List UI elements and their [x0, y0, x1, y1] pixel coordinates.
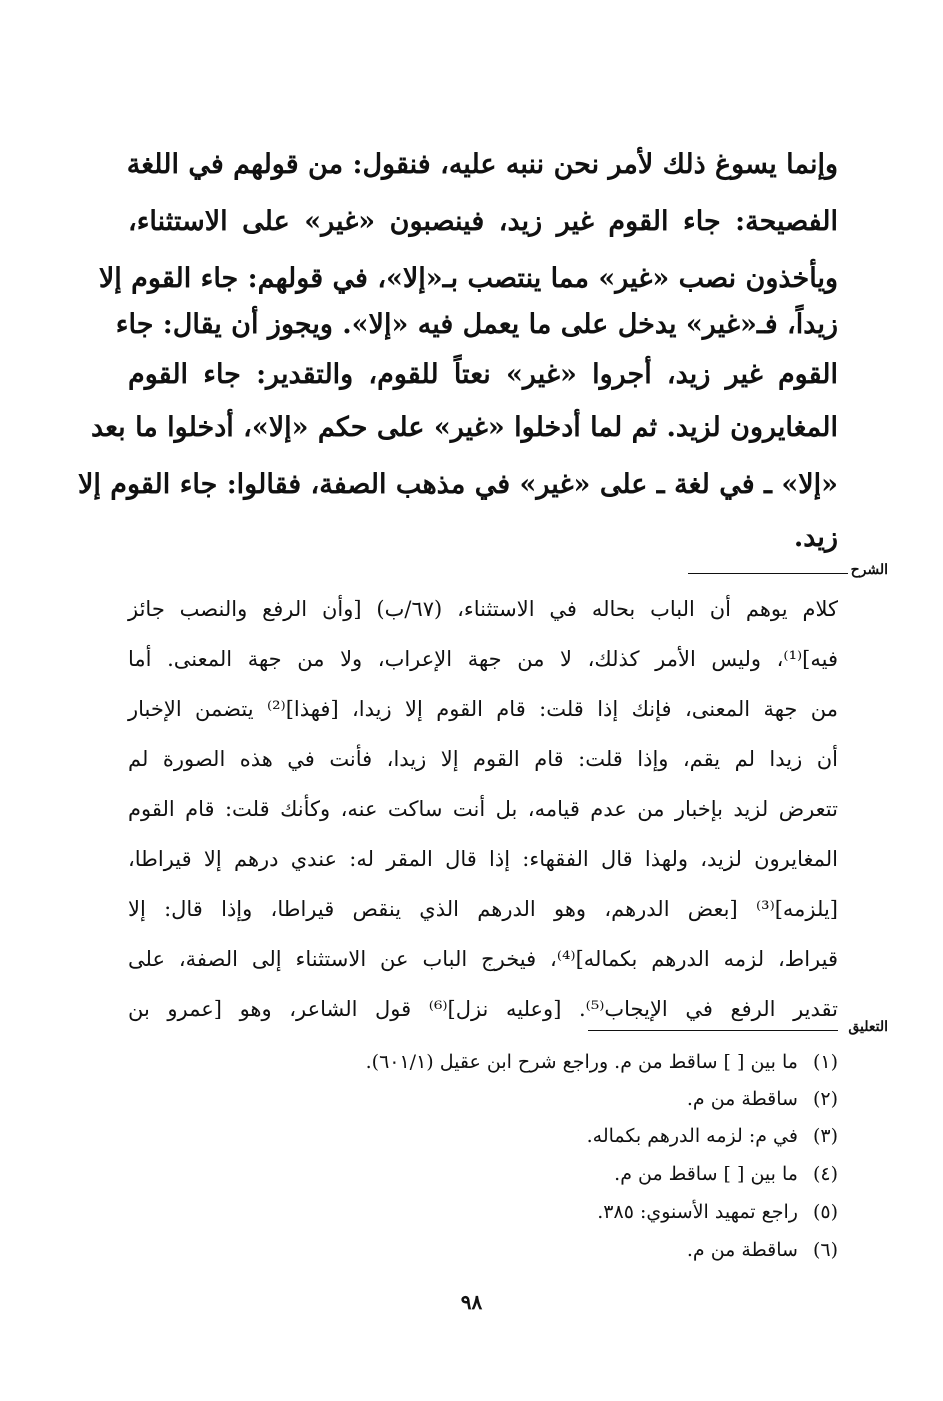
footnote-text: ساقطة من م. [686, 1239, 798, 1261]
sharh-text-line: فيه]⁽¹⁾، وليس الأمر كذلك، لا من جهة الإعراب، ولا من جهة المعنى. أما [128, 647, 838, 671]
footnote-text: ما بين [ ] ساقط من م. [614, 1163, 798, 1185]
notes-label: التعليق [848, 1019, 888, 1035]
sharh-text-line: [يلزمه]⁽³⁾ [بعض الدرهم، وهو الدرهم الذي ينقص قيراطا، وإذا قال: إلا [128, 897, 838, 921]
notes-divider [588, 1030, 838, 1031]
main-text-line: «إلا» ـ في لغة ـ على «غير» في مذهب الصفة، فقالوا: جاء القوم إلا [77, 469, 838, 500]
main-text-line: زيد. [793, 522, 838, 553]
sharh-text-line: قيراط، لزمه الدرهم بكماله]⁽⁴⁾، فيخرج الباب عن الاستثناء إلى الصفة، على [128, 947, 838, 971]
footnote-text: في م: لزمه الدرهم بكماله. [586, 1125, 798, 1147]
footnote-number: (١) [812, 1051, 838, 1073]
sharh-label: الشرح [850, 562, 888, 578]
main-text-line: القوم غير زيد، أجروا «غير» نعتاً للقوم، والتقدير: جاء القوم [128, 359, 838, 390]
footnote [366, 1044, 838, 1081]
sharh-text-line: المغايرون لزيد، ولهذا قال الفقهاء: إذا قال المقر له: عندي درهم إلا قيراطا، [128, 847, 838, 871]
footnote [614, 1156, 838, 1193]
footnote-text: ساقطة من م. [686, 1088, 798, 1110]
footnote [687, 1232, 838, 1269]
main-text-line: المغايرون لزيد. ثم لما أدخلوا «غير» على حكم «إلا»، أدخلوا ما بعد [90, 412, 838, 443]
sharh-divider [688, 573, 848, 574]
footnote [597, 1194, 838, 1231]
sharh-text-line: تتعرض لزيد بإخبار من عدم قيامه، بل أنت ساكت عنه، وكأنك قلت: قام القوم [128, 797, 838, 821]
main-text-line: ويأخذون نصب «غير» مما ينتصب بـ«إلا»، في قولهم: جاء القوم إلا [98, 263, 838, 294]
sharh-text-line: أن زيدا لم يقم، وإذا قلت: قام القوم إلا زيدا، فأنت في هذه الصورة لم [128, 747, 838, 771]
footnote [687, 1081, 838, 1118]
footnote-number: (٣) [812, 1125, 838, 1147]
sharh-text-line: من جهة المعنى، فإنك إذا قلت: قام القوم إلا زيدا، [فهذا]⁽²⁾ يتضمن الإخبار [128, 697, 838, 721]
main-text-line: الفصيحة: جاء القوم غير زيد، فينصبون «غير» على الاستثناء، [128, 206, 838, 237]
sharh-text-line: تقدير الرفع في الإيجاب⁽⁵⁾. [وعليه نزل]⁽⁶⁾ قول الشاعر، وهو [عمرو بن [128, 997, 839, 1021]
footnote-number: (٥) [812, 1201, 838, 1223]
footnote-text: راجع تمهيد الأسنوي: ٣٨٥. [597, 1201, 798, 1223]
footnote-number: (٢) [812, 1088, 838, 1110]
sharh-text-line: كلام يوهم أن الباب بحاله في الاستثناء، (٦٧/ب) [وأن الرفع والنصب جائز [128, 597, 838, 621]
footnote-number: (٦) [812, 1239, 838, 1261]
page-number: ٩٨ [460, 1290, 483, 1314]
footnote-number: (٤) [812, 1163, 838, 1185]
main-text-line: زيداً، فـ«غير» يدخل على ما يعمل فيه «إلا». ويجوز أن يقال: جاء [115, 309, 838, 340]
footnote [587, 1118, 838, 1155]
footnote-text: ما بين [ ] ساقط من م. وراجع شرح ابن عقيل (٦٠١/١). [365, 1051, 798, 1073]
main-text-line: وإنما يسوغ ذلك لأمر نحن ننبه عليه، فنقول: من قولهم في اللغة [126, 149, 838, 180]
